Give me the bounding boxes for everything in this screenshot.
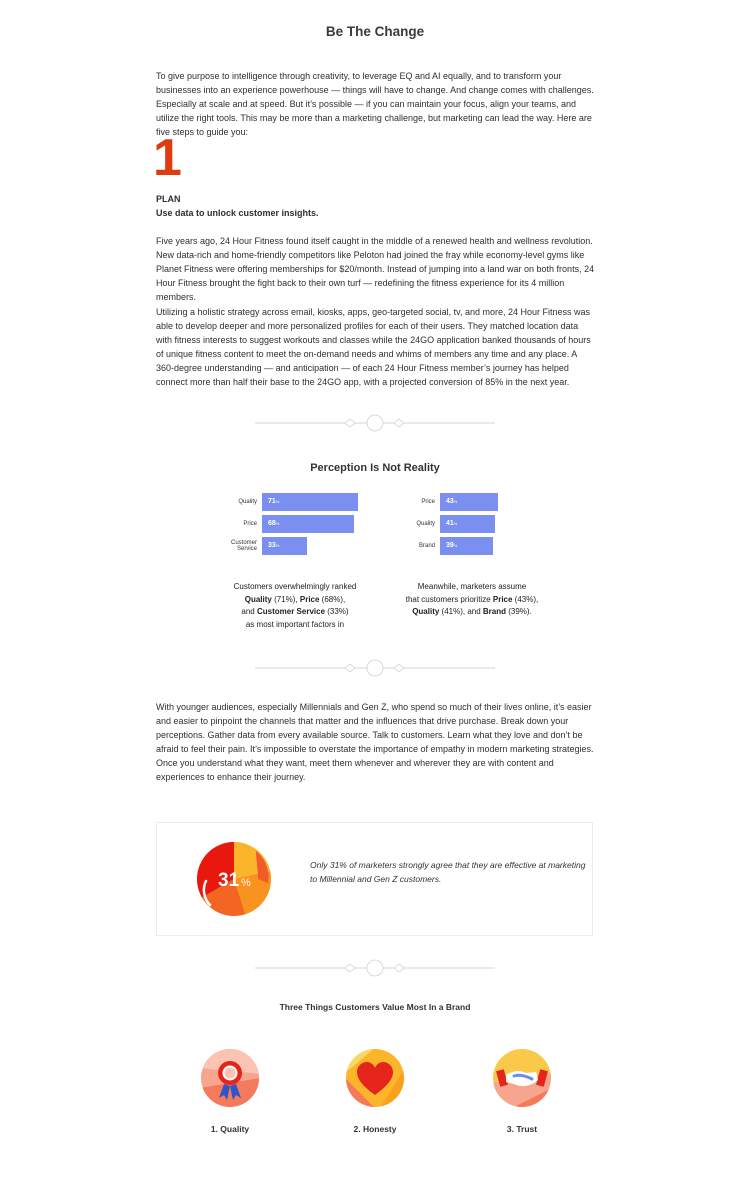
customer-priorities-chart <box>230 493 372 563</box>
caption-line: that customers prioritize <box>405 594 493 604</box>
page-title: Be The Change <box>325 24 425 39</box>
caption-quality: Quality <box>244 594 272 604</box>
step-number: 1 <box>153 129 182 187</box>
bar <box>262 493 358 511</box>
caption-line: Meanwhile, marketers assume <box>417 582 527 591</box>
bar-row <box>243 515 372 533</box>
step-label: PLAN <box>156 194 181 204</box>
caption-price: Price <box>299 594 320 604</box>
section-divider <box>255 414 495 432</box>
stat-number: 31 <box>218 870 240 891</box>
value-label-trust: 3. Trust <box>506 1124 538 1134</box>
bar-value-label: 68% <box>268 520 280 527</box>
ribbon-award-icon <box>200 1048 260 1108</box>
value-label-quality: 1. Quality <box>210 1124 250 1134</box>
stat-unit: % <box>241 877 251 889</box>
handshake-icon <box>492 1048 552 1108</box>
section-divider <box>255 959 495 977</box>
stat-text: Only 31% of marketers strongly agree that they are effective at marketing to Millennial and Gen Z customers. <box>310 860 586 884</box>
bar <box>262 537 307 555</box>
bar-value-label: 71% <box>268 498 280 505</box>
section-divider <box>255 659 495 677</box>
body-paragraph-1: Five years ago, 24 Hour Fitness found itself caught in the middle of a renewed health and wellness revolution. New data-rich and home-friendly competitors like Peloton had joined the fray while economy-level gyms like Planet Fitness were offering memberships for $20/month. Instead of jumping into a land war on both fronts, 24 Hour Fitness brought the fight back to their own turf — redefining the fitness experience for its 4 million members. <box>156 236 595 302</box>
caption-quality-pct: (41%), and <box>439 607 483 616</box>
marketer-chart-caption <box>372 581 572 619</box>
body-paragraph-3: With younger audiences, especially Millennials and Gen Z, who spend so much of their lives online, it’s easier and easier to pinpoint the channels that matter and the influences that drive purchase. Break down your perceptions. Gather data from every available source. Talk to customers. Learn what they love and don’t be afraid to feel their pain. It’s impossible to overstate the importance of empathy in modern marketing strategies. Once you understand what they want, meet them whenever and wherever they are with content and experiences to enhance their journey. <box>156 702 594 782</box>
bar <box>440 493 498 511</box>
bar <box>262 515 354 533</box>
caption-and: and <box>241 607 257 616</box>
bar-category-label: Brand <box>418 543 435 549</box>
bar <box>440 515 495 533</box>
value-label-honesty: 2. Honesty <box>353 1124 397 1134</box>
bar-row <box>230 537 372 555</box>
bar-value-label: 33% <box>268 542 280 549</box>
caption-quality-pct: (71%), <box>271 594 300 604</box>
bar-value-label: 43% <box>446 498 458 505</box>
marketer-assumptions-chart <box>416 493 550 563</box>
bar-value-label: 41% <box>446 520 458 527</box>
caption-line: Customers overwhelmingly ranked <box>233 582 357 591</box>
bar-category-label: Price <box>243 521 257 527</box>
bar-value-label: 39% <box>446 542 458 549</box>
caption-brand-pct: (39%). <box>506 607 532 616</box>
bar <box>440 537 493 555</box>
bar-row <box>418 537 550 555</box>
stat-circle-icon <box>196 841 272 917</box>
bar-row <box>416 515 550 533</box>
caption-line: as most important factors in <box>245 619 345 629</box>
caption-price-pct: (43%), <box>512 594 539 604</box>
bar-category-label: Price <box>421 499 435 505</box>
step-subtitle: Use data to unlock customer insights. <box>156 208 319 218</box>
caption-quality: Quality <box>412 607 440 616</box>
body-paragraph-2: Utilizing a holistic strategy across email, kiosks, apps, geo-targeted social, tv, and more, 24 Hour Fitness was able to develop deeper and more personalized profiles for each of their users. They matched location data with fitness interests to suggest workouts and classes while the 24GO application banked thousands of hours of unique fitness content to meet the on-demand needs and whims of members any time and any place. A 360-degree understanding — and anticipation — of each 24 Hour Fitness member’s journey has helped connect more than half their base to the 24GO app, with a projected conversion of 85% in the next year. <box>156 307 591 387</box>
caption-price-pct: (68%), <box>319 594 346 604</box>
caption-cs-pct: (33%) <box>325 607 349 616</box>
bar-category-label: Quality <box>416 521 435 527</box>
bar-row <box>421 493 550 511</box>
intro-paragraph: To give purpose to intelligence through creativity, to leverage EQ and AI equally, and to transform your businesses into an experience powerhouse — things will have to change. And change comes with challenges. Especially at scale and at speed. But it’s possible — if you can maintain your focus, align your teams, and utilize the right tools. This may be more than a marketing challenge, but marketing can lead the way. Here are five steps to guide you: <box>156 71 594 137</box>
caption-customer-service: Customer Service <box>256 607 326 616</box>
bar-category-label: Quality <box>238 499 257 505</box>
caption-brand: Brand <box>482 607 507 616</box>
values-section-title: Three Things Customers Value Most In a Brand <box>279 1002 471 1012</box>
bar-category-label: Customer Service <box>230 540 257 552</box>
heart-icon <box>345 1048 405 1108</box>
chart-title: Perception Is Not Reality <box>310 462 440 474</box>
caption-price: Price <box>492 594 513 604</box>
customer-chart-caption <box>200 581 390 631</box>
bar-row <box>238 493 372 511</box>
